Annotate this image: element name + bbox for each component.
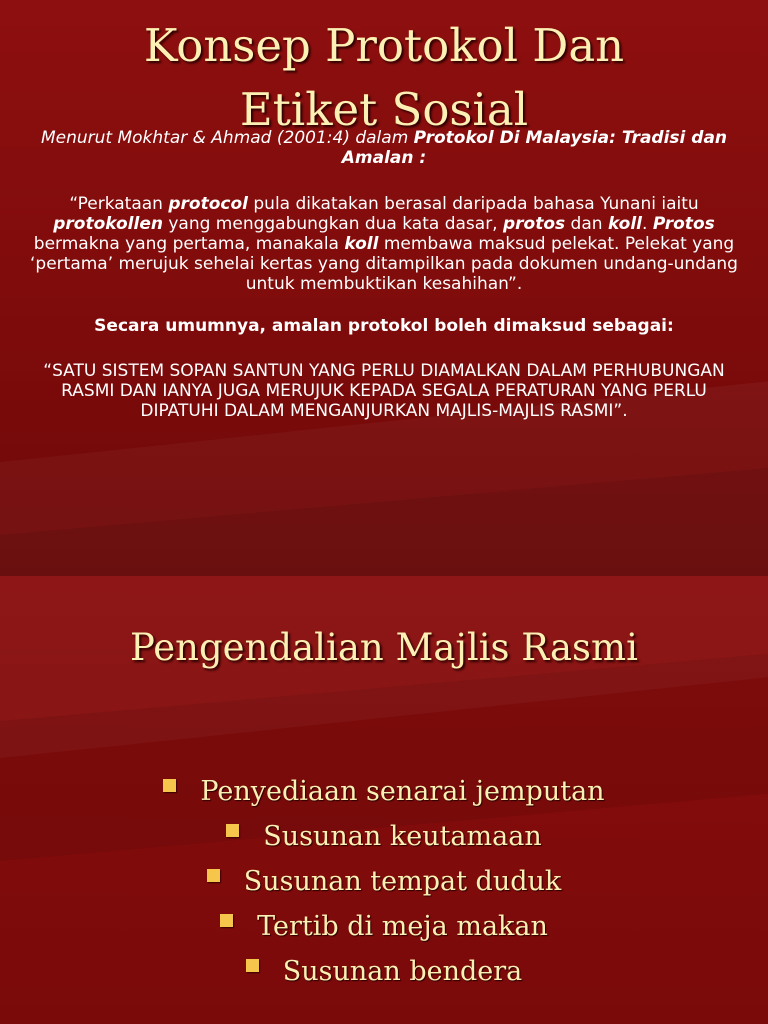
summary-heading: Secara umumnya, amalan protokol boleh dimaksud sebagai: [94,316,674,336]
definition-text: dan [565,214,608,234]
bullet-item [0,821,768,866]
bullet-text: Susunan tempat duduk [243,866,562,897]
definition-text: “Perkataan [69,194,169,214]
slide-2-title: Pengendalian Majlis Rasmi [130,626,638,669]
term-koll: koll [607,214,642,234]
bullet-item [0,776,768,821]
term-protos: Protos [652,214,715,234]
title-line-1: Konsep Protokol Dan [143,19,625,72]
term-protos: protos [503,214,566,234]
square-bullet-icon [226,824,239,837]
title-line-2: Etiket Sosial [239,83,529,136]
source-citation [30,128,738,168]
square-bullet-icon [207,869,220,882]
square-bullet-icon [220,914,233,927]
definition-text: membawa maksud pelekat. Pelekat yang ‘pertama’ merujuk sehelai kertas yang ditampilkan pada dokumen undang-undang untuk membuktikan kesahihan”. [30,234,738,294]
definition-text: pula dikatakan berasal daripada bahasa Yunani iaitu [247,194,699,214]
citation-lead: Menurut Mokhtar & Ahmad (2001:4) dalam [40,128,414,148]
definition-paragraph [30,194,738,294]
bullet-list [0,776,768,1001]
definition-text: bermakna yang pertama, manakala [33,234,345,254]
bullet-text: Penyediaan senarai jemputan [200,776,605,807]
bullet-text: Susunan keutamaan [263,821,542,852]
bullet-text: Tertib di meja makan [257,911,548,942]
citation-book-title: Protokol Di Malaysia: Tradisi dan Amalan : [341,128,728,168]
definition-text: . [642,214,653,234]
slide-1-title [0,14,768,142]
square-bullet-icon [246,959,259,972]
bullet-item [0,911,768,956]
bullet-item [0,866,768,911]
bullet-text: Susunan bendera [282,956,523,987]
term-protokollen: protokollen [53,214,163,234]
slide-2 [0,576,768,1024]
term-protocol: protocol [168,194,248,214]
definition-text: yang menggabungkan dua kata dasar, [162,214,503,234]
definition-quote: “SATU SISTEM SOPAN SANTUN YANG PERLU DIAMALKAN DALAM PERHUBUNGAN RASMI DAN IANYA JUGA MERUJUK KEPADA SEGALA PERATURAN YANG PERLU DIPATUHI DALAM MENGANJURKAN MAJLIS-MAJLIS RASMI”. [43,361,725,421]
term-koll: koll [344,234,379,254]
bullet-item [0,956,768,1001]
square-bullet-icon [163,779,176,792]
